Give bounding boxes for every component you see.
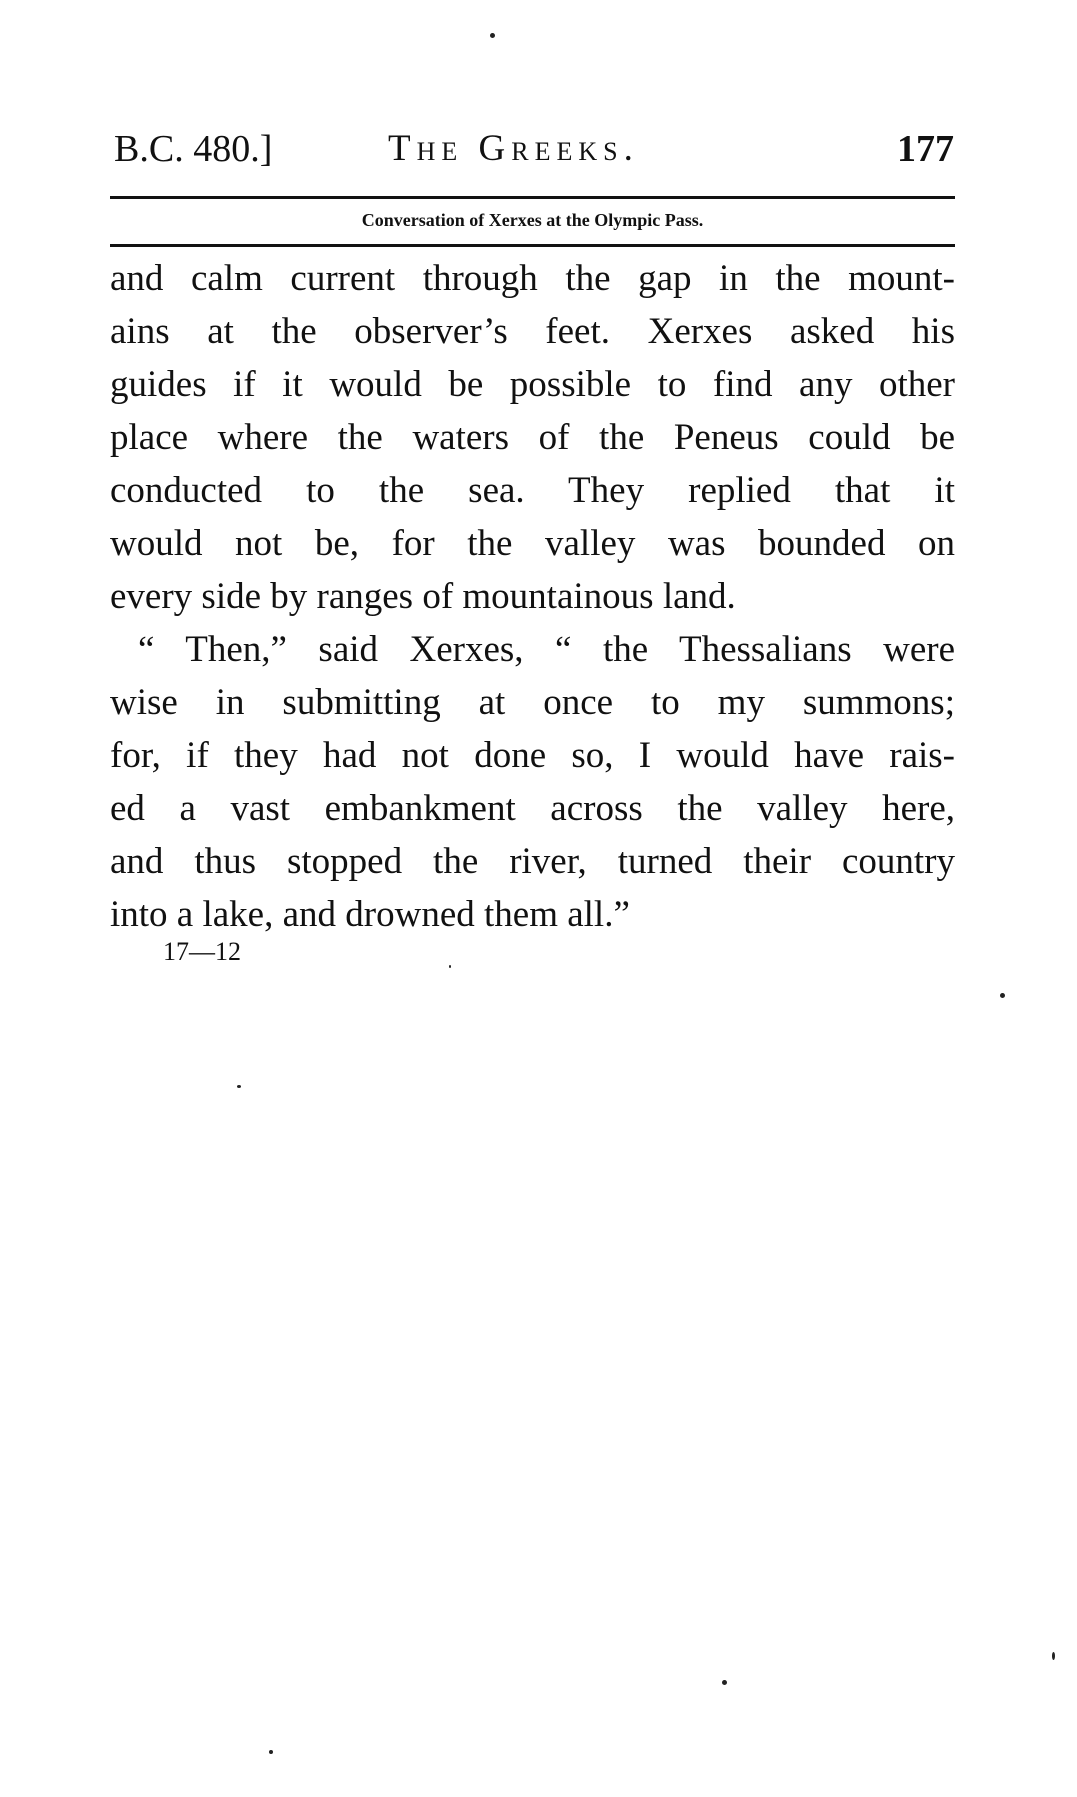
print-speck [1000, 993, 1005, 998]
paragraph-2 [110, 623, 955, 941]
running-header [110, 124, 954, 174]
section-subheading: Conversation of Xerxes at the Olympic Pass. [361, 210, 704, 230]
header-title: The Greeks. [388, 128, 639, 169]
print-speck [490, 33, 495, 38]
text-line: guides if it would be possible to find any other [110, 364, 955, 405]
text-line: every side by ranges of mountainous land. [110, 576, 736, 617]
header-rule-top [110, 196, 955, 199]
text-line: and thus stopped the river, turned their country [110, 841, 955, 882]
header-rule-bottom [110, 244, 955, 247]
header-date: B.C. 480.] [114, 128, 273, 170]
text-line: conducted to the sea. They replied that it [110, 470, 955, 511]
text-line: place where the waters of the Peneus could be [110, 417, 955, 458]
text-line: “ Then,” said Xerxes, “ the Thessalians were [138, 629, 955, 670]
text-line: ed a vast embankment across the valley here, [110, 788, 955, 829]
print-speck [237, 1085, 241, 1088]
text-line: and calm current through the gap in the mount- [110, 258, 955, 299]
paragraph-1 [110, 252, 955, 623]
print-speck [269, 1750, 273, 1754]
text-line: ains at the observer’s feet. Xerxes asked his [110, 311, 955, 352]
text-line: for, if they had not done so, I would have rais- [110, 735, 955, 776]
print-speck [449, 965, 451, 968]
page-number: 177 [897, 128, 954, 170]
signature-mark: 17—12 [163, 937, 241, 966]
text-line: into a lake, and drowned them all.” [110, 894, 630, 935]
body-text [110, 252, 955, 941]
text-line: wise in submitting at once to my summons; [110, 682, 955, 723]
text-line: would not be, for the valley was bounded on [110, 523, 955, 564]
print-speck [722, 1680, 727, 1685]
print-speck [1052, 1652, 1055, 1660]
